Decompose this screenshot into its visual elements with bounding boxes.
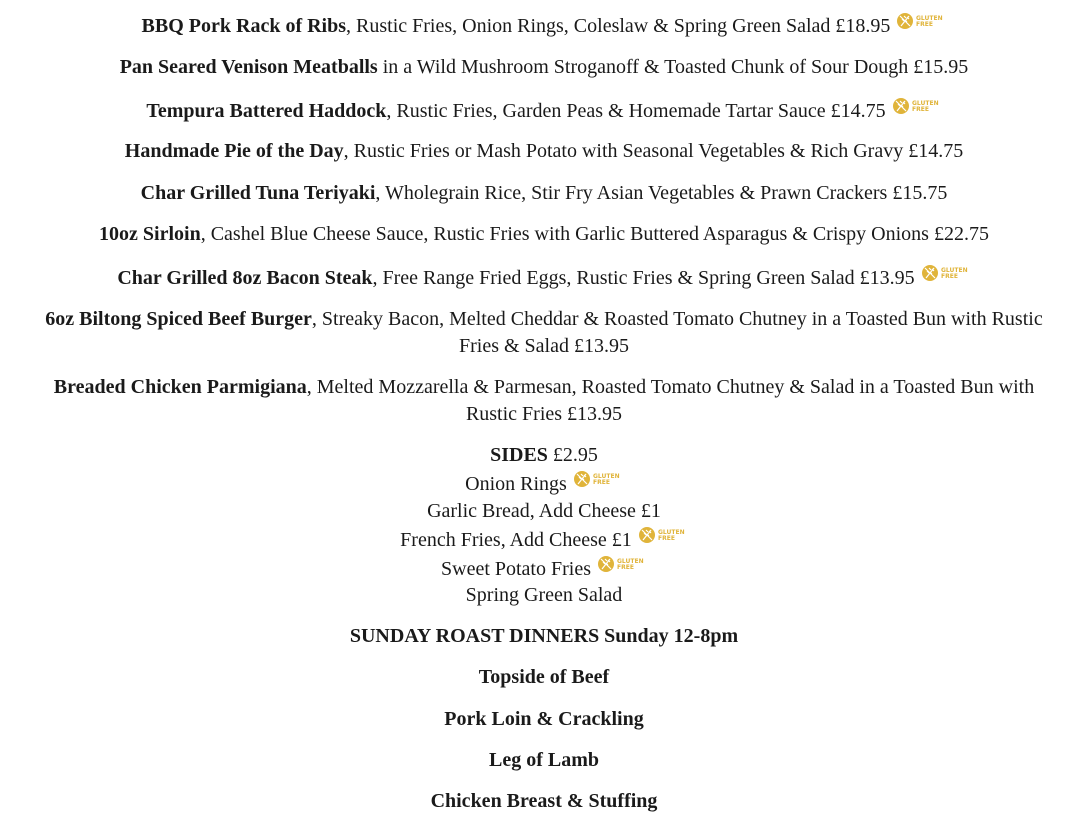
- roast-item-label: Pork Loin & Crackling: [444, 708, 644, 730]
- gluten-free-logo: [573, 470, 623, 488]
- side-item-label: French Fries, Add Cheese £1: [400, 529, 632, 551]
- dish-description: , Rustic Fries, Onion Rings, Coleslaw & Spring Green Salad £18.95: [346, 15, 891, 37]
- sunday-title: SUNDAY ROAST DINNERS Sunday 12-8pm: [349, 625, 739, 647]
- svg-text:FREE: FREE: [940, 273, 958, 280]
- svg-text:FREE: FREE: [911, 106, 929, 113]
- gluten-free-icon: [597, 555, 647, 573]
- gluten-free-icon: [921, 264, 971, 282]
- side-item: [30, 470, 1058, 498]
- svg-text:GLUTEN: GLUTEN: [911, 100, 939, 107]
- dish-description: , Free Range Fried Eggs, Rustic Fries & Spring Green Salad £13.95: [372, 267, 915, 289]
- dish-description: , Rustic Fries or Mash Potato with Seasonal Vegetables & Rich Gravy £14.75: [343, 140, 964, 162]
- svg-text:GLUTEN: GLUTEN: [617, 558, 644, 565]
- gluten-free-icon: [573, 470, 623, 488]
- dish-name: BBQ Pork Rack of Ribs: [141, 15, 347, 37]
- svg-text:GLUTEN: GLUTEN: [940, 267, 968, 274]
- dish-name: 6oz Biltong Spiced Beef Burger: [45, 308, 312, 330]
- dish-description: , Wholegrain Rice, Stir Fry Asian Vegetables & Prawn Crackers £15.75: [375, 182, 948, 204]
- side-item: [30, 582, 1058, 609]
- sunday-heading: [30, 623, 1058, 650]
- menu-item: [30, 54, 1058, 81]
- dish-name: Pan Seared Venison Meatballs: [119, 56, 378, 78]
- roast-item: [30, 706, 1058, 733]
- side-item: [30, 498, 1058, 525]
- dish-description: , Streaky Bacon, Melted Cheddar & Roasted Tomato Chutney in a Toasted Bun with Rustic Fries & Salad £13.95: [311, 308, 1043, 357]
- gluten-free-logo: [896, 12, 946, 30]
- svg-text:GLUTEN: GLUTEN: [592, 473, 620, 480]
- menu-item: [30, 264, 1058, 292]
- menu-item: [30, 138, 1058, 165]
- dish-name: Handmade Pie of the Day: [124, 140, 344, 162]
- gluten-free-icon: [638, 526, 688, 544]
- menu-item: [30, 374, 1058, 428]
- dish-name: 10oz Sirloin: [99, 223, 201, 245]
- side-item-label: Onion Rings: [465, 473, 567, 495]
- roast-item: [30, 664, 1058, 691]
- svg-text:FREE: FREE: [657, 535, 675, 542]
- menu-item: [30, 180, 1058, 207]
- menu-item: [30, 12, 1058, 40]
- side-item-label: Garlic Bread, Add Cheese £1: [427, 500, 661, 522]
- gluten-free-logo: [638, 526, 688, 544]
- roast-item-label: Leg of Lamb: [489, 749, 599, 771]
- gluten-free-logo: [892, 97, 942, 115]
- dish-name: Breaded Chicken Parmigiana: [53, 376, 307, 398]
- roast-item: [30, 788, 1058, 815]
- menu-item: [30, 221, 1058, 248]
- side-item: [30, 555, 1058, 583]
- dish-name: Char Grilled Tuna Teriyaki: [140, 182, 376, 204]
- roast-item: [30, 747, 1058, 774]
- menu-item: [30, 306, 1058, 360]
- dish-name: Tempura Battered Haddock: [146, 100, 387, 122]
- svg-text:GLUTEN: GLUTEN: [657, 529, 685, 536]
- dish-name: Char Grilled 8oz Bacon Steak: [117, 267, 373, 289]
- side-item-label: Spring Green Salad: [465, 584, 623, 606]
- sides-title: SIDES: [490, 444, 548, 466]
- menu-item: [30, 97, 1058, 125]
- roast-item-label: Chicken Breast & Stuffing: [430, 790, 658, 812]
- gluten-free-icon: [892, 97, 942, 115]
- sides-price: £2.95: [547, 444, 598, 466]
- dish-description: , Cashel Blue Cheese Sauce, Rustic Fries with Garlic Buttered Asparagus & Crispy Onions £22.75: [200, 223, 989, 245]
- svg-text:FREE: FREE: [916, 21, 934, 28]
- gluten-free-logo: [921, 264, 971, 282]
- gluten-free-icon: [896, 12, 946, 30]
- dish-description: , Rustic Fries, Garden Peas & Homemade Tartar Sauce £14.75: [386, 100, 886, 122]
- side-item-label: Sweet Potato Fries: [441, 558, 591, 580]
- side-item: [30, 526, 1058, 554]
- svg-text:FREE: FREE: [617, 564, 634, 571]
- roast-item-label: Topside of Beef: [478, 666, 610, 688]
- dish-description: in a Wild Mushroom Stroganoff & Toasted Chunk of Sour Dough £15.95: [377, 56, 969, 78]
- gluten-free-logo: [597, 555, 647, 573]
- sides-heading: [30, 442, 1058, 469]
- svg-text:FREE: FREE: [592, 479, 610, 486]
- dish-description: , Melted Mozzarella & Parmesan, Roasted Tomato Chutney & Salad in a Toasted Bun with Rustic Fries £13.95: [306, 376, 1035, 425]
- svg-text:GLUTEN: GLUTEN: [916, 15, 944, 22]
